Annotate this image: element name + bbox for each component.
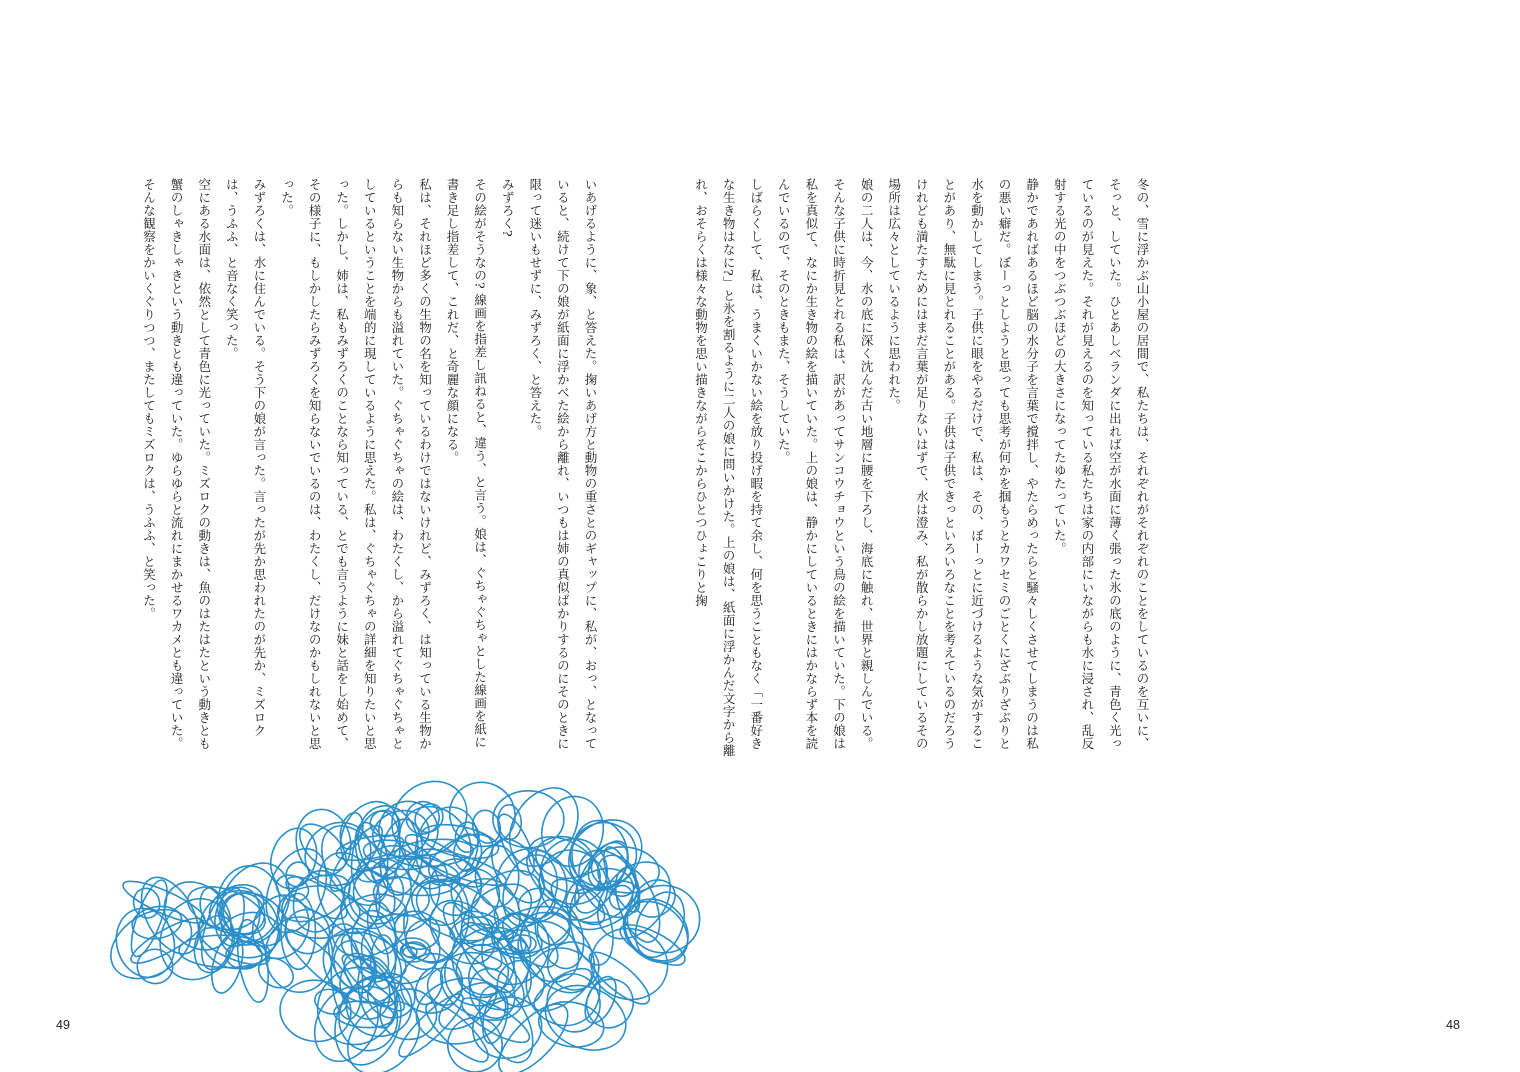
right-page-text-column xyxy=(693,178,1156,758)
scribble-loop xyxy=(583,920,676,1008)
left-paragraph: いあげるように、象、と答えた。掬いあげ方と動物の重さとのギャップに、私が、おっ、となっていると、続けて下の娘が紙面に浮かべた絵から離れ、いつもは姉の真似ばかりするのにそのときに限って迷いもせずに、みずろく、と答えた。 xyxy=(527,178,598,750)
page-number-left: 49 xyxy=(56,1018,70,1032)
scribble-eye-left xyxy=(394,938,430,962)
right-page xyxy=(693,0,1520,1072)
scribble-loop xyxy=(579,972,641,1036)
right-paragraph: しばらくして、私は、うまくいかない絵を放り投げ暇を持て余し、何を思うこともなく「一番好きな生き物はなに?」と氷を割るように二人の娘に問いかけた。上の娘は、紙面に浮かんだ文字から離れ、おそらくは様々な動物を思い描きながらそこからひとつひょこりと掬 xyxy=(693,178,764,758)
left-page-text-column xyxy=(134,178,604,758)
scribble-loop xyxy=(131,886,163,921)
right-paragraph: 娘の二人は、今、水の底に深く沈んだ古い地層に腰を下ろし、海底に触れ、世界と親しんでいる。そんな子供に時折見とれる私は、訳があってサンコウチョウという鳥の絵を描いていた。下の娘は私を真似て、なにか生き物の絵を描いていた。上の娘は、静かにしているときにはかならず本を読んでいるので、そのときもまた、そうしていた。 xyxy=(776,178,875,750)
scribble-loop xyxy=(491,810,541,880)
left-paragraph: みずろくは、水に住んでいる。そう下の娘が言った。言ったが先か思われたのが先か、ミズロクは、うふふ、と音なく笑った。 xyxy=(224,178,267,737)
left-paragraph: 空にある水面は、依然として青色に光っていた。ミズロクの動きは、魚のはたはたという動きとも蟹のしゃきしゃきという動きとも違っていた。ゆらゆらと流れにまかせるワカメとも違っていた。そんな観察をかいくぐりつつ、またしてもミズロクは、うふふ、と笑った。 xyxy=(141,178,212,750)
page-number-right: 48 xyxy=(1446,1018,1460,1032)
right-paragraph: 静かであればあるほど脳の水分子を言葉で撹拌し、やたらめったらと騒々しくさせてしまうのは私の悪い癖だ。ぼーっとしようと思っても思考が何かを掴もうとカワセミのごとくにざぶりざぶりと水を動かしてしまう。子供に眼をやるだけで、私は、その、ぼーっとに近づけるような気がすることがあり、無駄に見とれることがある。子供は子供できっといろいろなことを考えているのだろうけれども満たすためにはまだ言葉が足りないはずで、水は澄み、私が散らかし放題にしているその場所は広々としているように思われた。 xyxy=(886,178,1040,750)
right-paragraph: 冬の、雪に浮かぶ山小屋の居間で、私たちは、それぞれがそれぞれのことをしているのを互いに、そっと、していた。ひとあしベランダに出れば空が水面に薄く張った氷の底のように、青色く光っているのが見えた。それが見えるのを知っている私たちは家の内部にいながらも水に浸され、乱反射する光の中をつぶつぶほどの大きさになってたゆたっていた。 xyxy=(1052,178,1150,750)
left-paragraph: 私は、それほど多くの生物の名を知っているわけではないけれど、みずろく、は知っている生物からも知らない生物からも溢れていた。ぐちゃぐちゃの絵は、わたくし、から溢れてぐちゃぐちゃとしているということを端的に現しているように思えた。私は、ぐちゃぐちゃの詳細を知りたいと思った。しかし、姉は、私もみずろくのことなら知っている、とでも言うように妹と話をし始めて、その様子に、もしかしたらみずろくを知らないでいるのは、わたくし、だけなのかもしれないと思った。 xyxy=(279,178,433,750)
left-paragraph: その絵がそうなの? 線画を指差し訊ねると、違う、と言う。娘は、ぐちゃぐちゃとした線画を紙に書き足し指差して、これだ、と奇麗な顔になる。 xyxy=(445,178,488,749)
blue-scribble-illustration xyxy=(110,780,730,1072)
left-paragraph: みずろく? xyxy=(500,178,516,238)
